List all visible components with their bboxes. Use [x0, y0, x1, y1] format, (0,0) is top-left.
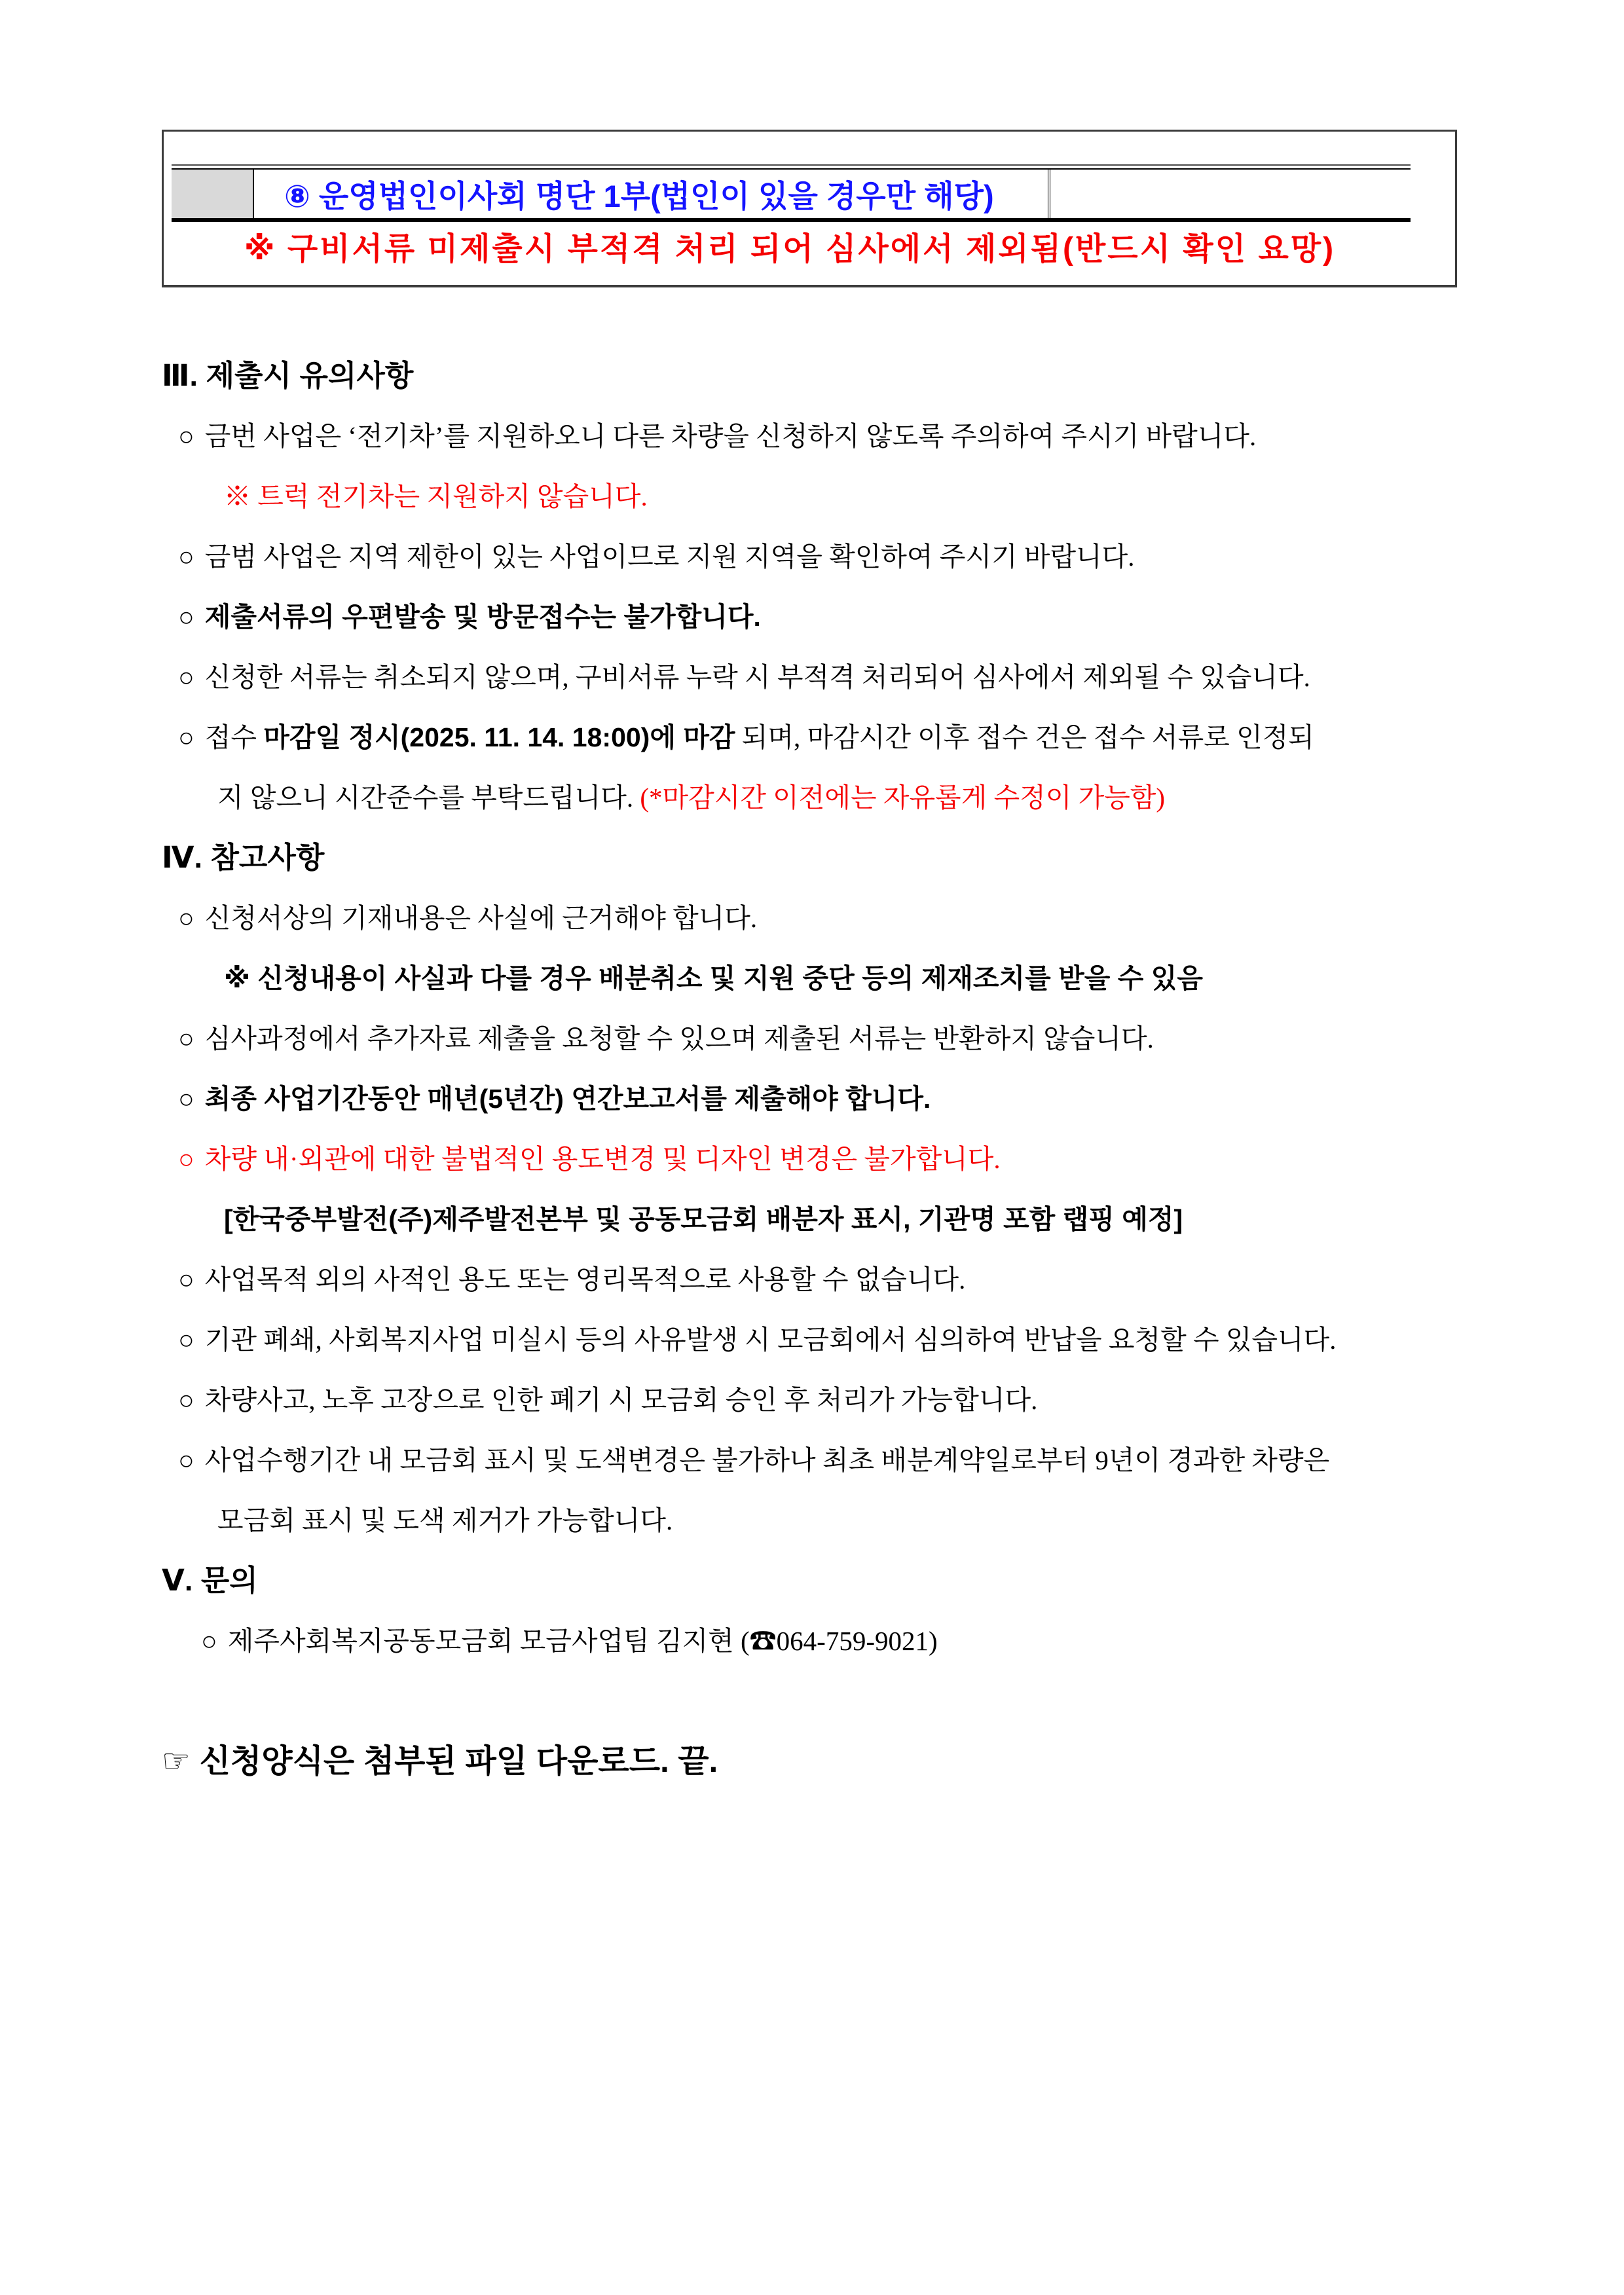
section4-item-4-text: 차량 내·외관에 대한 불법적인 용도변경 및 디자인 변경은 불가합니다.	[204, 1144, 1001, 1174]
bullet-circle: ○	[178, 1144, 194, 1174]
section4-item-6-text: 기관 폐쇄, 사회복지사업 미실시 등의 사유발생 시 모금회에서 심의하여 반납을 요청할 수 있습니다.	[204, 1325, 1337, 1355]
section3-heading: Ⅲ. 제출시 유의사항	[162, 359, 414, 392]
bullet-circle: ○	[178, 542, 194, 572]
bullet-circle: ○	[178, 1264, 194, 1294]
bullet-circle: ○	[178, 602, 194, 632]
section4-note-wrapping: [한국중부발전(주)제주발전본부 및 공동모금회 배분자 표시, 기관명 포함 랩핑 예정]	[224, 1204, 1183, 1234]
section3-item-5-pre: 접수	[204, 722, 264, 752]
section3-item-4	[162, 647, 1530, 707]
section4-item-1	[162, 888, 1530, 948]
attachment-warning-text: ※ 구비서류 미제출시 부적격 처리 되어 심사에서 제외됨(반드시 확인 요망)	[244, 232, 1336, 266]
section4-item-8-continuation: 모금회 표시 및 도색 제거가 가능합니다.	[217, 1505, 673, 1535]
closing-note	[162, 1731, 1530, 1791]
section3-item-2-text: 금범 사업은 지역 제한이 있는 사업이므로 지원 지역을 확인하여 주시기 바랍니다.	[204, 542, 1135, 572]
section3-item-4-text: 신청한 서류는 취소되지 않으며, 구비서류 누락 시 부적격 처리되어 심사에서 제외될 수 있습니다.	[204, 662, 1310, 692]
section3-item-5	[162, 707, 1530, 767]
section4-item-6	[162, 1310, 1530, 1370]
section4-item-4	[162, 1129, 1530, 1189]
section4-heading: Ⅳ. 참고사항	[162, 841, 325, 874]
section3-item-2	[162, 526, 1530, 587]
section4-item-5	[162, 1249, 1530, 1310]
section5-contact-text: 제주사회복지공동모금회 모금사업팀 김지현 (☎064-759-9021)	[227, 1626, 938, 1656]
section4-item-8-text: 사업수행기간 내 모금회 표시 및 도색변경은 불가하나 최초 배분계약일로부터 9년이 경과한 차량은	[204, 1445, 1330, 1475]
section3-deadline-bold: 마감일 정시(2025. 11. 14. 18:00)에 마감	[263, 722, 735, 752]
document-body	[162, 346, 1530, 1791]
bullet-circle: ○	[178, 1084, 194, 1114]
section3-item-1	[162, 406, 1530, 466]
section3-item-5-cont-text: 지 않으니 시간준수를 부탁드립니다.	[217, 782, 640, 813]
bullet-circle: ○	[178, 903, 194, 933]
bullet-circle: ○	[178, 1445, 194, 1475]
bullet-circle: ○	[178, 1325, 194, 1355]
closing-note-text: 신청양식은 첨부된 파일 다운로드. 끝.	[199, 1744, 718, 1779]
bullet-circle: ○	[178, 662, 194, 692]
section4-item-7	[162, 1370, 1530, 1430]
bullet-circle: ○	[178, 1385, 194, 1415]
attachment-row-empty-cell	[1048, 170, 1411, 218]
section3-item-1-text: 금번 사업은 ‘전기차’를 지원하오니 다른 차량을 신청하지 않도록 주의하여 주시기 바랍니다.	[204, 421, 1257, 451]
bullet-circle: ○	[178, 1023, 194, 1054]
section3-item-5-continuation	[162, 767, 1530, 828]
section5-contact	[162, 1611, 1530, 1671]
table-rule	[172, 164, 1411, 166]
bullet-circle: ○	[201, 1626, 217, 1656]
attachment-box	[162, 130, 1457, 287]
section3-item-3-text: 제출서류의 우편발송 및 방문접수는 불가합니다.	[204, 602, 761, 632]
attachment-item-label: ⑧ 운영법인이사회 명단 1부(법인이 있을 경우만 해당)	[284, 178, 994, 213]
section4-item-2-text: 심사과정에서 추가자료 제출을 요청할 수 있으며 제출된 서류는 반환하지 않습니다.	[204, 1023, 1154, 1054]
section3-note-truck: ※ 트럭 전기차는 지원하지 않습니다.	[224, 481, 648, 511]
section4-item-5-text: 사업목적 외의 사적인 용도 또는 영리목적으로 사용할 수 없습니다.	[204, 1264, 966, 1294]
blank-gap	[162, 1671, 1530, 1731]
section3-item-5-post: 되며, 마감시간 이후 접수 건은 접수 서류로 인정되	[735, 722, 1314, 752]
bullet-circle: ○	[178, 421, 194, 451]
section3-item-3	[162, 587, 1530, 647]
section4-item-2	[162, 1008, 1530, 1069]
pointer-hand-icon: ☞	[162, 1744, 191, 1779]
attachment-table-row	[172, 168, 1411, 222]
section4-item-7-text: 차량사고, 노후 고장으로 인한 폐기 시 모금회 승인 후 처리가 가능합니다.	[204, 1385, 1038, 1415]
section4-note-sanction: ※ 신청내용이 사실과 다를 경우 배분취소 및 지원 중단 등의 제재조치를 받을 수 있음	[224, 963, 1203, 993]
section4-item-3-text: 최종 사업기간동안 매년(5년간) 연간보고서를 제출해야 합니다.	[204, 1084, 931, 1114]
section5-heading: Ⅴ. 문의	[162, 1564, 258, 1597]
bullet-circle: ○	[178, 722, 194, 752]
section4-item-3	[162, 1069, 1530, 1129]
section3-item-5-cont-red: (*마감시간 이전에는 자유롭게 수정이 가능함)	[640, 782, 1166, 813]
section4-item-1-text: 신청서상의 기재내용은 사실에 근거해야 합니다.	[204, 903, 758, 933]
attachment-row-number-cell	[172, 170, 254, 218]
section4-item-8	[162, 1430, 1530, 1490]
